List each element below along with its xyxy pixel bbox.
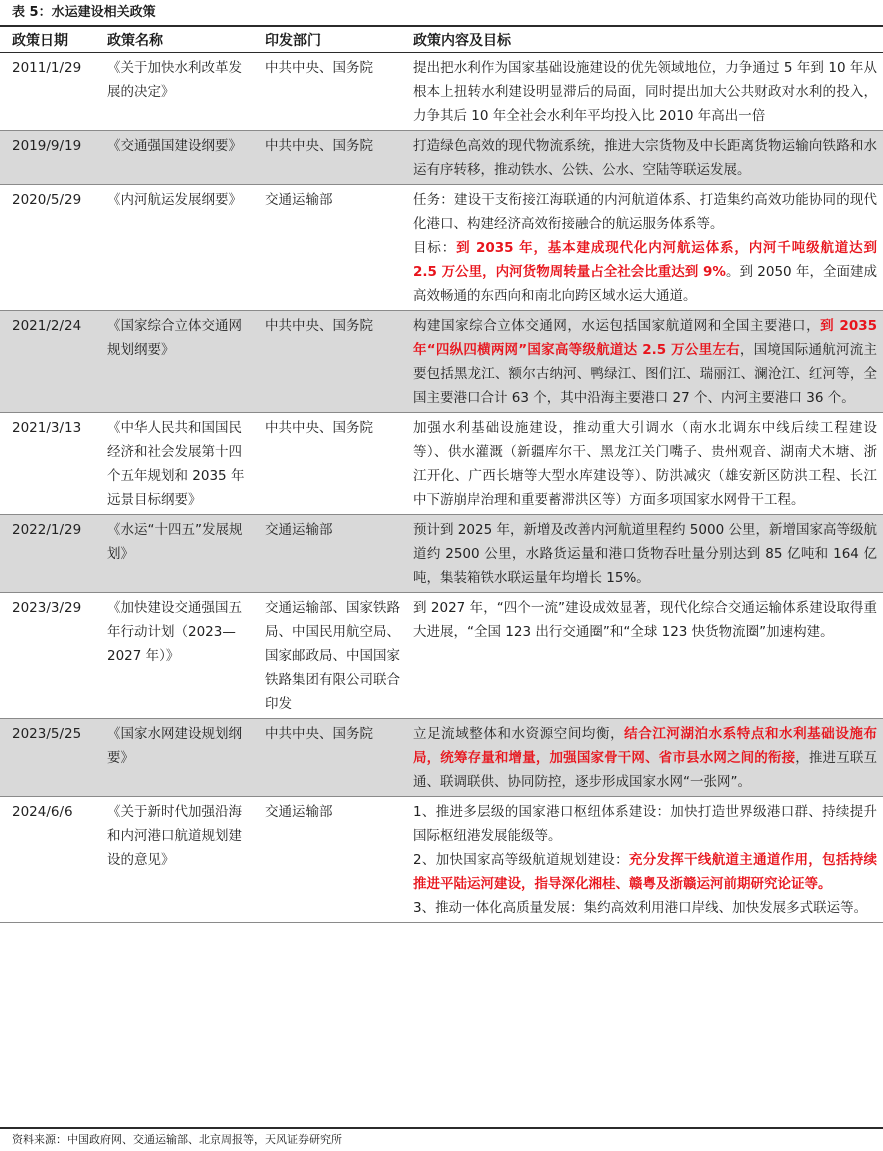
issuing-department: 交通运输部 bbox=[253, 797, 411, 923]
issuing-department: 中共中央、国务院 bbox=[253, 311, 411, 413]
table-row bbox=[0, 53, 883, 131]
policy-content bbox=[411, 53, 883, 131]
table-row bbox=[0, 413, 883, 515]
issuing-department: 交通运输部 bbox=[253, 515, 411, 593]
content-paragraph bbox=[413, 518, 877, 590]
policy-date: 2023/5/25 bbox=[0, 719, 95, 797]
policy-content bbox=[411, 413, 883, 515]
policy-name: 《关于新时代加强沿海和内河港口航道规划建设的意见》 bbox=[95, 797, 253, 923]
policy-content bbox=[411, 719, 883, 797]
content-text: 立足流域整体和水资源空间均衡， bbox=[413, 726, 625, 742]
policy-name: 《关于加快水利改革发展的决定》 bbox=[95, 53, 253, 131]
policy-date: 2024/6/6 bbox=[0, 797, 95, 923]
policy-date: 2021/3/13 bbox=[0, 413, 95, 515]
header-content: 政策内容及目标 bbox=[411, 27, 883, 53]
highlighted-target-text: 到 2035 年“四纵四横两网”国家高等级航道达 2.5 万公里左右 bbox=[413, 318, 877, 358]
issuing-department: 中共中央、国务院 bbox=[253, 719, 411, 797]
issuing-department: 中共中央、国务院 bbox=[253, 131, 411, 185]
policy-name: 《中华人民共和国国民经济和社会发展第十四个五年规划和 2035 年远景目标纲要》 bbox=[95, 413, 253, 515]
content-text: ，国境国际通航河流主要包括黑龙江、额尔古纳河、鸭绿江、图们江、瑞丽江、澜沧江、红河等，全国主要港口合计 63 个，其中沿海主要港口 27 个、内河主要港口 36 个。 bbox=[413, 342, 878, 406]
highlighted-target-text: 充分发挥干线航道主通道作用，包括持续推进平陆运河建设，指导深化湘桂、赣粤及浙赣运河前期研究论证等。 bbox=[413, 852, 878, 892]
content-text: 。到 2050 年，全面建成高效畅通的东西向和南北向跨区域水运大通道。 bbox=[413, 264, 877, 304]
highlighted-target-text: 到 2035 年，基本建成现代化内河航运体系，内河千吨级航道达到 2.5 万公里，内河货物周转量占全社会比重达到 9% bbox=[413, 240, 877, 280]
issuing-department: 中共中央、国务院 bbox=[253, 413, 411, 515]
policy-name: 《国家综合立体交通网规划纲要》 bbox=[95, 311, 253, 413]
highlighted-target-text: 结合江河湖泊水系特点和水利基础设施布局，统筹存量和增量，加强国家骨干网、省市县水网之间的衔接 bbox=[413, 726, 877, 766]
policy-content bbox=[411, 185, 883, 311]
table-row bbox=[0, 593, 883, 719]
content-paragraph bbox=[413, 596, 877, 644]
header-date: 政策日期 bbox=[0, 27, 95, 53]
content-paragraph bbox=[413, 314, 877, 410]
content-text: 3、推动一体化高质量发展：集约高效利用港口岸线、加快发展多式联运等。 bbox=[413, 900, 868, 916]
table-header-row bbox=[0, 27, 883, 53]
content-text: 提出把水利作为国家基础设施建设的优先领域地位，力争通过 5 年到 10 年从根本上扭转水利建设明显滞后的局面，同时提出加大公共财政对水利的投入，力争其后 10 年全社会水利年平均投入比 2010 年高出一倍 bbox=[413, 60, 877, 124]
table-bottom-rule bbox=[0, 1127, 883, 1129]
header-name: 政策名称 bbox=[95, 27, 253, 53]
policy-name: 《加快建设交通强国五年行动计划（2023—2027 年）》 bbox=[95, 593, 253, 719]
policy-date: 2022/1/29 bbox=[0, 515, 95, 593]
issuing-department: 交通运输部、国家铁路局、中国民用航空局、国家邮政局、中国国家铁路集团有限公司联合印发 bbox=[253, 593, 411, 719]
content-paragraph bbox=[413, 722, 877, 794]
content-text: 1、推进多层级的国家港口枢纽体系建设：加快打造世界级港口群、持续提升国际枢纽港发展能级等。 bbox=[413, 804, 877, 844]
content-paragraph bbox=[413, 896, 877, 920]
content-text: ，推进互联互通、联调联供、协同防控，逐步形成国家水网“一张网”。 bbox=[413, 750, 878, 790]
policy-name: 《国家水网建设规划纲要》 bbox=[95, 719, 253, 797]
content-text: 打造绿色高效的现代物流系统，推进大宗货物及中长距离货物运输向铁路和水运有序转移，推动铁水、公铁、公水、空陆等联运发展。 bbox=[413, 138, 877, 178]
table-row bbox=[0, 311, 883, 413]
content-paragraph bbox=[413, 416, 877, 512]
policy-date: 2020/5/29 bbox=[0, 185, 95, 311]
policy-name: 《内河航运发展纲要》 bbox=[95, 185, 253, 311]
content-text: 任务：建设干支衔接江海联通的内河航道体系、打造集约高效功能协同的现代化港口、构建经济高效衔接融合的航运服务体系等。 bbox=[413, 192, 877, 232]
table-body bbox=[0, 53, 883, 923]
policy-content bbox=[411, 131, 883, 185]
table-caption: 表 5：水运建设相关政策 bbox=[12, 5, 156, 20]
policy-content bbox=[411, 593, 883, 719]
policy-content bbox=[411, 797, 883, 923]
content-text: 到 2027 年，“四个一流”建设成效显著，现代化综合交通运输体系建设取得重大进展，“全国 123 出行交通圈”和“全球 123 快货物流圈”加速构建。 bbox=[413, 600, 877, 640]
content-paragraph bbox=[413, 188, 877, 236]
issuing-department: 交通运输部 bbox=[253, 185, 411, 311]
header-dept: 印发部门 bbox=[253, 27, 411, 53]
policy-content bbox=[411, 311, 883, 413]
issuing-department: 中共中央、国务院 bbox=[253, 53, 411, 131]
table-row bbox=[0, 515, 883, 593]
table-row bbox=[0, 185, 883, 311]
table-row bbox=[0, 797, 883, 923]
content-paragraph bbox=[413, 800, 877, 848]
policy-name: 《水运“十四五”发展规划》 bbox=[95, 515, 253, 593]
policy-date: 2021/2/24 bbox=[0, 311, 95, 413]
policy-date: 2019/9/19 bbox=[0, 131, 95, 185]
content-text: 目标： bbox=[413, 240, 457, 256]
policy-date: 2011/1/29 bbox=[0, 53, 95, 131]
policy-name: 《交通强国建设纲要》 bbox=[95, 131, 253, 185]
policy-table bbox=[0, 27, 883, 923]
content-text: 加强水利基础设施建设，推动重大引调水（南水北调东中线后续工程建设等）、供水灌溉（新疆库尔干、黑龙江关门嘴子、贵州观音、湖南犬木塘、浙江开化、广西长塘等大型水库建设等）、防洪减灾（雄安新区防洪工程、长江中下游崩岸治理和重要蓄滞洪区等）方面多项国家水网骨干工程。 bbox=[413, 420, 877, 508]
content-text: 2、加快国家高等级航道规划建设： bbox=[413, 852, 629, 868]
content-paragraph bbox=[413, 848, 877, 896]
policy-content bbox=[411, 515, 883, 593]
content-text: 构建国家综合立体交通网，水运包括国家航道网和全国主要港口， bbox=[413, 318, 821, 334]
content-text: 预计到 2025 年，新增及改善内河航道里程约 5000 公里，新增国家高等级航道约 2500 公里，水路货运量和港口货物吞吐量分别达到 85 亿吨和 164 亿吨，集装箱铁水联运量年均增长 15%。 bbox=[413, 522, 877, 586]
content-paragraph bbox=[413, 56, 877, 128]
table-row bbox=[0, 131, 883, 185]
policy-date: 2023/3/29 bbox=[0, 593, 95, 719]
content-paragraph bbox=[413, 236, 877, 308]
content-paragraph bbox=[413, 134, 877, 182]
source-note: 资料来源：中国政府网、交通运输部、北京周报等，天风证券研究所 bbox=[12, 1133, 342, 1146]
table-row bbox=[0, 719, 883, 797]
